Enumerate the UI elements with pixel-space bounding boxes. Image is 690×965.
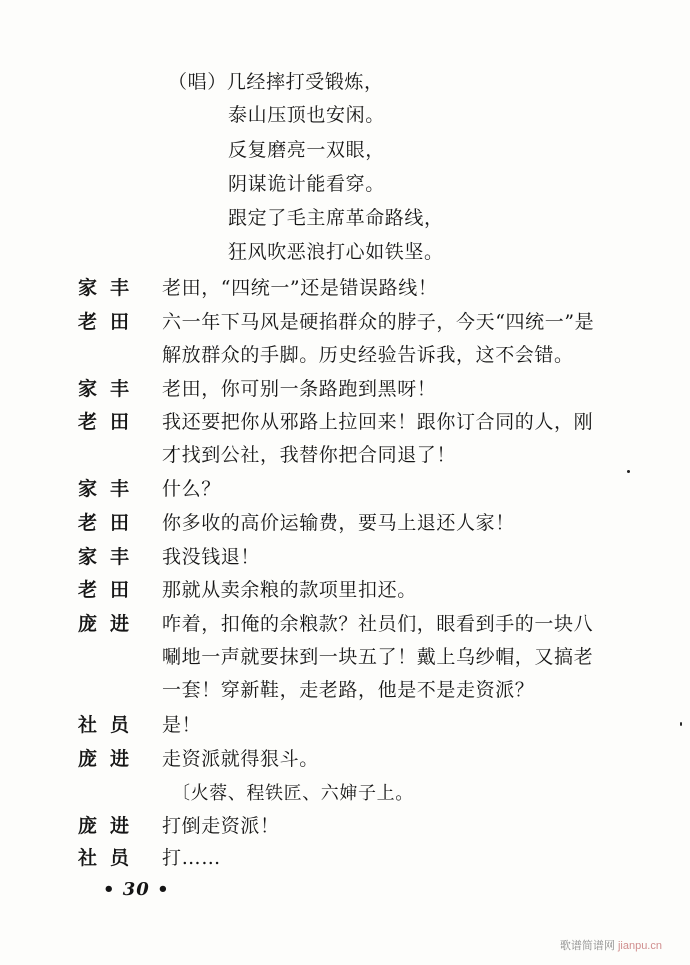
song-line-2: 泰山压顶也安闲。	[228, 104, 385, 126]
dialogue-line: 六一年下马风是硬掐群众的脖子，今天“四统一”是	[162, 311, 595, 333]
song-prefix: （唱）	[168, 71, 227, 93]
dialogue-line: 唰地一声就要抹到一块五了！戴上乌纱帽，又搞老	[162, 646, 594, 668]
song-line-1	[168, 70, 384, 94]
dialogue-line: 才找到公社，我替你把合同退了！	[162, 444, 457, 466]
scan-speck	[627, 470, 630, 473]
song-line-6: 狂风吹恶浪打心如铁坚。	[228, 241, 444, 263]
dialogue-line: 老田，你可别一条路跑到黑呀！	[162, 378, 437, 400]
dialogue-line: 打……	[162, 847, 221, 869]
song-line-text: 几经摔打受锻炼，	[226, 71, 384, 93]
song-line-5: 跟定了毛主席革命路线，	[228, 207, 444, 229]
speaker-name: 老田	[78, 579, 143, 601]
scan-speck	[680, 722, 682, 726]
dialogue-line: 老田，“四统一”还是错误路线！	[162, 277, 438, 299]
speaker-name: 老田	[78, 512, 143, 534]
dialogue-line: 那就从卖余粮的款项里扣还。	[162, 579, 417, 601]
dialogue-line: 解放群众的手脚。历史经验告诉我，这不会错。	[162, 344, 574, 366]
watermark-domain: jianpu.cn	[617, 940, 662, 952]
dialogue-line: 一套！穿新鞋，走老路，他是不是走资派？	[162, 679, 535, 701]
song-line-3: 反复磨亮一双眼，	[228, 139, 385, 161]
dialogue-line: 你多收的高价运输费，要马上退还人家！	[162, 512, 515, 534]
speaker-name: 社员	[78, 714, 143, 736]
speaker-name: 家丰	[78, 478, 143, 500]
speaker-name: 庞进	[78, 748, 143, 770]
speaker-name: 家丰	[78, 378, 143, 400]
speaker-name: 庞进	[78, 815, 143, 837]
page-number: • 30 •	[103, 879, 170, 900]
dialogue-line: 走资派就得狠斗。	[162, 748, 319, 770]
speaker-name: 家丰	[78, 546, 143, 568]
dialogue-line: 我还要把你从邪路上拉回来！跟你订合同的人，刚	[162, 411, 594, 433]
dialogue-line: 我没钱退！	[162, 546, 261, 568]
speaker-name: 社员	[78, 847, 143, 869]
dialogue-line: 什么？	[162, 478, 221, 500]
song-line-4: 阴谋诡计能看穿。	[228, 173, 385, 195]
speaker-name: 老田	[78, 411, 143, 433]
stage-direction: 〔火蓉、程铁匠、六婶子上。	[172, 783, 414, 804]
dialogue-line: 咋着，扣俺的余粮款？社员们，眼看到手的一块八	[162, 613, 594, 635]
site-watermark	[560, 939, 662, 953]
speaker-name: 家丰	[78, 277, 143, 299]
dialogue-line: 打倒走资派！	[162, 815, 280, 837]
speaker-name: 老田	[78, 311, 143, 333]
watermark-site-name: 歌谱简谱网	[559, 940, 615, 952]
speaker-name: 庞进	[78, 613, 143, 635]
dialogue-line: 是！	[162, 714, 202, 736]
